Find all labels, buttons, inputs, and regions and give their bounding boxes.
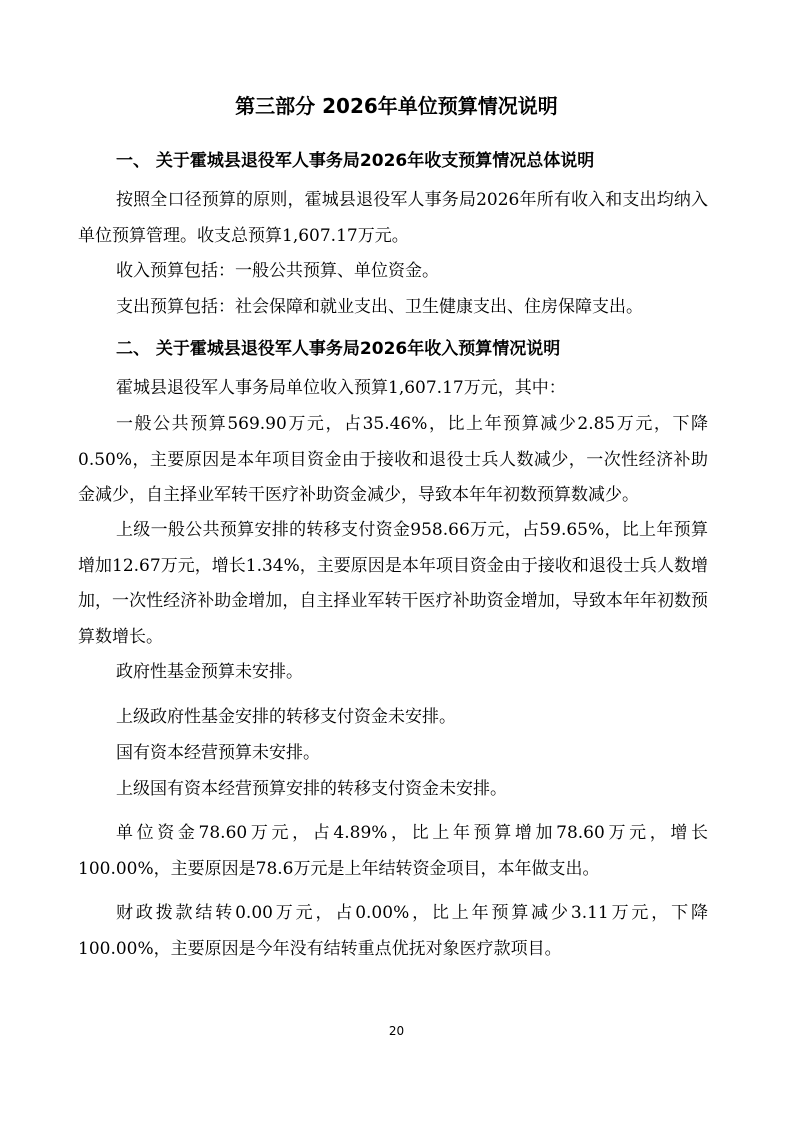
page-title: 第三部分 2026年单位预算情况说明 [235,94,558,118]
paragraph: 霍城县退役军人事务局单位收入预算1,607.17万元，其中： [116,378,566,398]
paragraph: 收入预算包括：一般公共预算、单位资金。 [116,261,439,281]
section-heading-1: 一、 关于霍城县退役军人事务局2026年收支预算情况总体说明 [116,151,595,171]
page-number: 20 [388,1024,405,1038]
paragraph: 财政拨款结转0.00万元，占0.00%，比上年预算减少3.11万元，下降100.00%，主要原因是今年没有结转重点优抚对象医疗款项目。 [78,903,708,959]
paragraph: 单位资金78.60万元，占4.89%，比上年预算增加78.60万元，增长100.00%，主要原因是78.6万元是上年结转资金项目，本年做支出。 [78,823,708,879]
paragraph: 上级一般公共预算安排的转移支付资金958.66万元，占59.65%，比上年预算增加12.67万元，增长1.34%，主要原因是本年项目资金由于接收和退役士兵人数增加，一次性经济补助金增加，自主择业军转干医疗补助资金增加，导致本年年初数预算数增长。 [78,520,708,647]
paragraph: 上级政府性基金安排的转移支付资金未安排。 [116,707,456,727]
paragraph: 支出预算包括：社会保障和就业支出、卫生健康支出、住房保障支出。 [116,297,643,317]
section-heading-2: 二、 关于霍城县退役军人事务局2026年收入预算情况说明 [116,339,561,359]
paragraph: 政府性基金预算未安排。 [116,662,303,682]
paragraph: 上级国有资本经营预算安排的转移支付资金未安排。 [116,779,507,799]
paragraph: 一般公共预算569.90万元，占35.46%，比上年预算减少2.85万元，下降0.50%，主要原因是本年项目资金由于接收和退役士兵人数减少，一次性经济补助金减少，自主择业军转干医疗补助资金减少，导致本年年初数预算数减少。 [78,414,708,505]
paragraph: 国有资本经营预算未安排。 [116,743,320,763]
paragraph: 按照全口径预算的原则，霍城县退役军人事务局2026年所有收入和支出均纳入单位预算管理。收支总预算1,607.17万元。 [78,190,708,246]
